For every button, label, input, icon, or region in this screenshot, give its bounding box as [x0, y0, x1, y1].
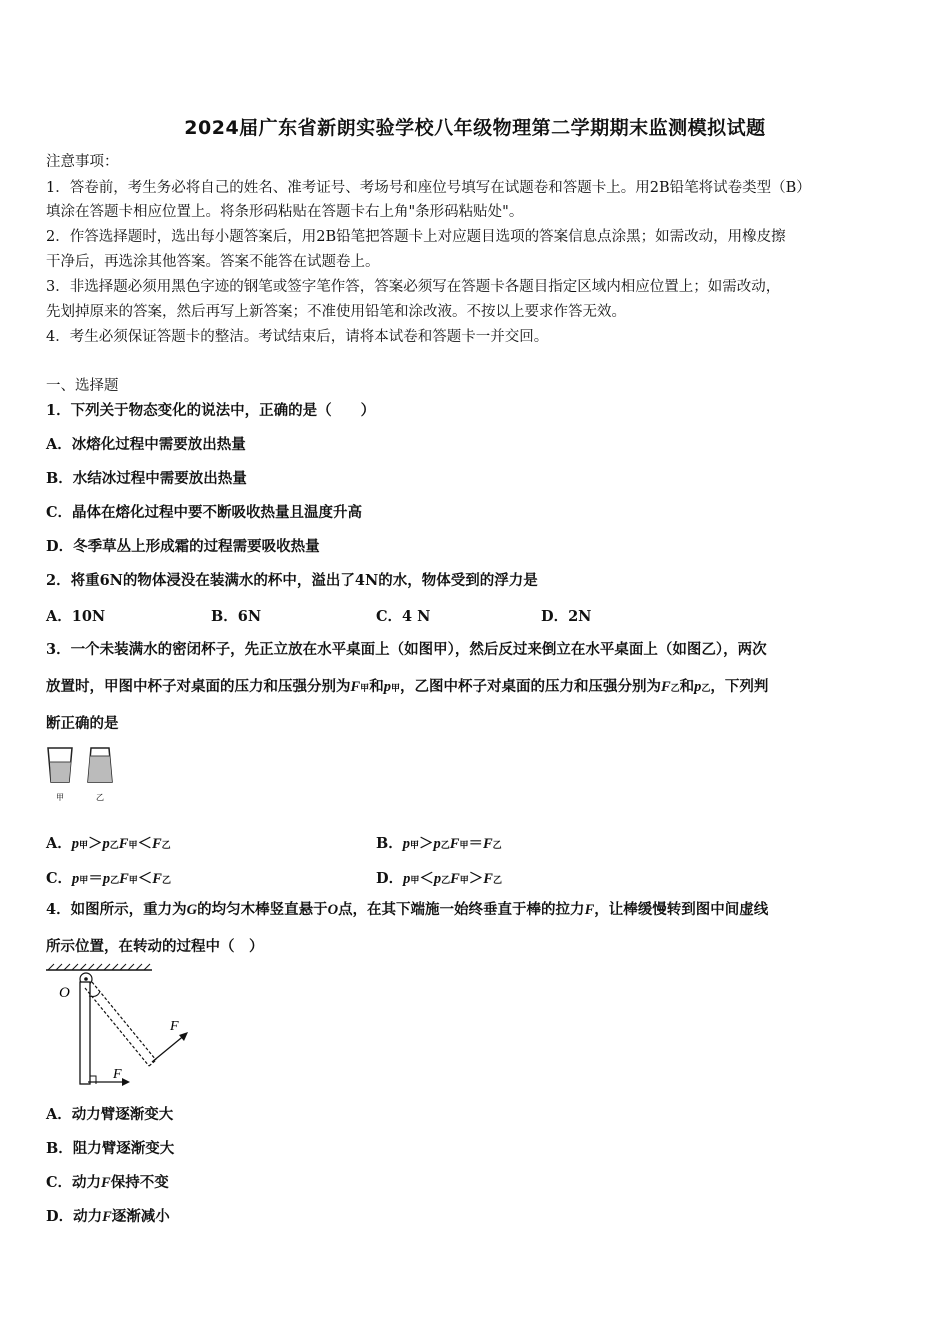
notice-line: 3．非选择题必须用黑色字迹的钢笔或签字笔作答，答案必须写在答题卡各题目指定区域内相应位置上；如需改动， — [46, 279, 781, 295]
q4-option-a: A．动力臂逐渐变大 — [46, 1106, 174, 1123]
section-heading: 一、选择题 — [46, 378, 119, 394]
inverted-cup — [88, 748, 112, 782]
q2-option-a: A．10N — [46, 608, 106, 625]
notice-line: 先划掉原来的答案，然后再写上新答案；不准使用铅笔和涂改液。不按以上要求作答无效。 — [46, 304, 626, 320]
notice-line: 4．考生必须保证答题卡的整洁。考试结束后，请将本试卷和答题卡一并交回。 — [46, 329, 549, 345]
q2-stem: 2．将重6N的物体浸没在装满水的杯中，溢出了4N的水，物体受到的浮力是 — [46, 572, 538, 589]
q1-stem: 1．下列关于物态变化的说法中，正确的是（ ） — [46, 402, 376, 419]
q3-option-d: D．p甲＜p乙F甲＞F乙 — [376, 870, 502, 887]
right-angle-mark — [90, 1076, 96, 1084]
q1-option-c: C．晶体在熔化过程中要不断吸收热量且温度升高 — [46, 504, 363, 521]
angle-arc — [89, 991, 100, 996]
q3-stem-line3: 断正确的是 — [46, 715, 119, 732]
q4-rod-figure — [40, 962, 200, 1092]
force-arrow-rotated — [152, 1034, 186, 1062]
q4-option-b: B．阻力臂逐渐变大 — [46, 1140, 175, 1157]
notice-line: 1．答卷前，考生务必将自己的姓名、准考证号、考场号和座位号填写在试题卷和答题卡上。用2B铅笔将试卷类型（B） — [46, 180, 811, 196]
upright-cup — [48, 748, 72, 782]
q1-option-d: D．冬季草丛上形成霜的过程需要吸收热量 — [46, 538, 320, 555]
q4-stem-line2: 所示位置，在转动的过程中（ ） — [46, 938, 264, 955]
label-pivot-o: O — [59, 985, 70, 1001]
q1-option-b: B．水结冰过程中需要放出热量 — [46, 470, 247, 487]
notice-line: 2．作答选择题时，选出每小题答案后，用2B铅笔把答题卡上对应题目选项的答案信息点涂黑；如需改动，用橡皮擦 — [46, 229, 786, 245]
q3-stem-line1: 3．一个未装满水的密闭杯子，先正立放在水平桌面上（如图甲），然后反过来倒立在水平桌面上（如图乙），两次 — [46, 641, 767, 658]
q3-option-a: A．p甲＞p乙F甲＜F乙 — [46, 835, 171, 852]
q3-stem-line2: 放置时，甲图中杯子对桌面的压力和压强分别为F甲和p甲，乙图中杯子对桌面的压力和压强分别为F乙和p乙，下列判 — [46, 678, 769, 695]
q4-option-c: C．动力F保持不变 — [46, 1174, 169, 1191]
fig-label-jia: 甲 — [56, 793, 64, 802]
q3-option-b: B．p甲＞p乙F甲＝F乙 — [376, 835, 502, 852]
q2-option-b: B．6N — [211, 608, 262, 625]
label-force-f-initial: F — [113, 1067, 122, 1082]
notice-line: 填涂在答题卡相应位置上。将条形码粘贴在答题卡右上角"条形码粘贴处"。 — [46, 204, 524, 220]
q3-option-c: C．p甲＝p乙F甲＜F乙 — [46, 870, 171, 887]
fig-label-yi: 乙 — [96, 793, 104, 802]
label-force-f-rotated: F — [170, 1019, 179, 1034]
q3-cups-figure — [44, 744, 124, 806]
rotated-rod-dashed — [85, 982, 156, 1066]
notice-line: 干净后，再选涂其他答案。答案不能答在试题卷上。 — [46, 254, 380, 270]
page-title: 2024届广东省新朗实验学校八年级物理第二学期期末监测模拟试题 — [184, 117, 766, 139]
q1-option-a: A．冰熔化过程中需要放出热量 — [46, 436, 246, 453]
q2-option-d: D．2N — [541, 608, 592, 625]
notice-heading: 注意事项： — [46, 154, 119, 170]
q2-option-c: C．4 N — [376, 608, 431, 625]
ceiling-hatch — [46, 964, 152, 970]
q4-option-d: D．动力F逐渐减小 — [46, 1208, 170, 1225]
vertical-rod — [80, 982, 90, 1084]
q4-stem-line1: 4．如图所示，重力为G的均匀木棒竖直悬于O点，在其下端施一始终垂直于棒的拉力F，让棒缓慢转到图中间虚线 — [46, 901, 769, 918]
